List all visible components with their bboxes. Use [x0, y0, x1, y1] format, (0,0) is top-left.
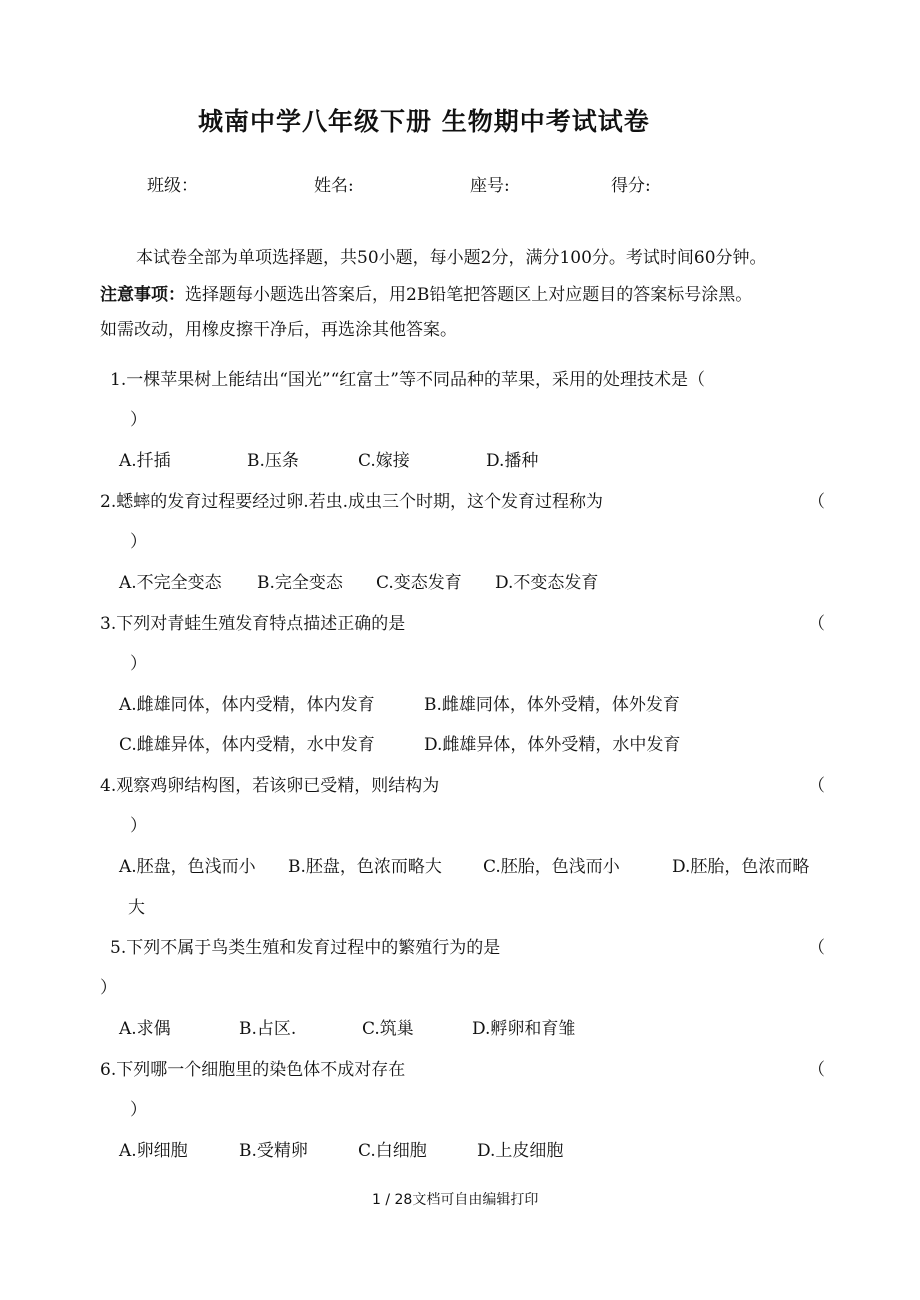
question-6-option-c: C.白细胞	[358, 1141, 427, 1161]
question-2-stem: 2.蟋蟀的发育过程要经过卵.若虫.成虫三个时期，这个发育过程称为	[100, 492, 604, 512]
notice-line	[100, 287, 752, 304]
question-2-option-a: A.不完全变态	[119, 573, 222, 593]
question-6-paren-open: （	[808, 1060, 825, 1080]
question-2-paren-close: ）	[130, 532, 147, 552]
notice-text: 选择题每小题选出答案后，用2B铅笔把答题区上对应题目的答案标号涂黑。	[185, 285, 753, 305]
question-4-option-c: C.胚胎，色浅而小	[483, 857, 620, 877]
seat-label: 座号:	[470, 176, 510, 196]
question-6-option-a: A.卵细胞	[119, 1141, 188, 1161]
question-6-option-d: D.上皮细胞	[477, 1141, 564, 1161]
question-6-option-b: B.受精卵	[239, 1141, 308, 1161]
name-label: 姓名:	[314, 176, 354, 196]
question-1-option-c: C.嫁接	[358, 451, 410, 471]
question-3-option-a: A.雌雄同体，体内受精，体内发育	[119, 695, 375, 715]
question-5-paren-open: （	[808, 938, 825, 958]
question-2-option-d: D.不变态发育	[495, 573, 599, 593]
page-footer: 1 / 28文档可自由编辑打印	[372, 1192, 539, 1208]
question-3-option-c: C.雌雄异体，体内受精，水中发育	[119, 735, 375, 755]
question-4-option-a: A.胚盘，色浅而小	[119, 857, 256, 877]
notice-continued: 如需改动，用橡皮擦干净后，再选涂其他答案。	[100, 320, 457, 340]
intro-text: 本试卷全部为单项选择题，共50小题，每小题2分，满分100分。考试时间60分钟。	[136, 248, 767, 268]
score-label: 得分:	[611, 176, 651, 196]
question-3-paren-close: ）	[130, 654, 147, 674]
question-5-option-a: A.求偶	[119, 1019, 171, 1039]
question-5-option-b: B.占区.	[239, 1019, 297, 1039]
question-5-stem: 5.下列不属于鸟类生殖和发育过程中的繁殖行为的是	[110, 938, 501, 958]
question-1-option-a: A.扦插	[119, 451, 171, 471]
class-label: 班级：	[147, 176, 198, 196]
question-4-paren-close: ）	[130, 816, 147, 836]
question-4-option-b: B.胚盘，色浓而略大	[288, 857, 442, 877]
question-4-paren-open: （	[808, 776, 825, 796]
question-4-option-d: D.胚胎，色浓而略	[672, 857, 810, 877]
question-2-option-b: B.完全变态	[257, 573, 343, 593]
question-3-stem: 3.下列对青蛙生殖发育特点描述正确的是	[100, 614, 406, 634]
question-1-option-d: D.播种	[486, 451, 539, 471]
question-5-option-d: D.孵卵和育雏	[472, 1019, 576, 1039]
question-1-paren-close: ）	[130, 410, 147, 430]
notice-label: 注意事项：	[100, 285, 185, 305]
question-3-option-d: D.雌雄异体，体外受精，水中发育	[424, 735, 681, 755]
question-5-option-c: C.筑巢	[362, 1019, 414, 1039]
question-1-option-b: B.压条	[247, 451, 299, 471]
question-3-paren-open: （	[808, 614, 825, 634]
question-2-option-c: C.变态发育	[376, 573, 462, 593]
question-6-stem: 6.下列哪一个细胞里的染色体不成对存在	[100, 1060, 406, 1080]
question-3-option-b: B.雌雄同体，体外受精，体外发育	[424, 695, 680, 715]
question-5-paren-close: ）	[100, 978, 117, 998]
question-1-stem: 1.一棵苹果树上能结出“国光”“红富士”等不同品种的苹果，采用的处理技术是（	[110, 370, 705, 390]
question-4-stem: 4.观察鸡卵结构图，若该卵已受精，则结构为	[100, 776, 440, 796]
question-2-paren-open: （	[808, 492, 825, 512]
exam-title: 城南中学八年级下册 生物期中考试试卷	[198, 107, 650, 136]
question-6-paren-close: ）	[130, 1100, 147, 1120]
question-4-option-wrap: 大	[128, 898, 145, 918]
